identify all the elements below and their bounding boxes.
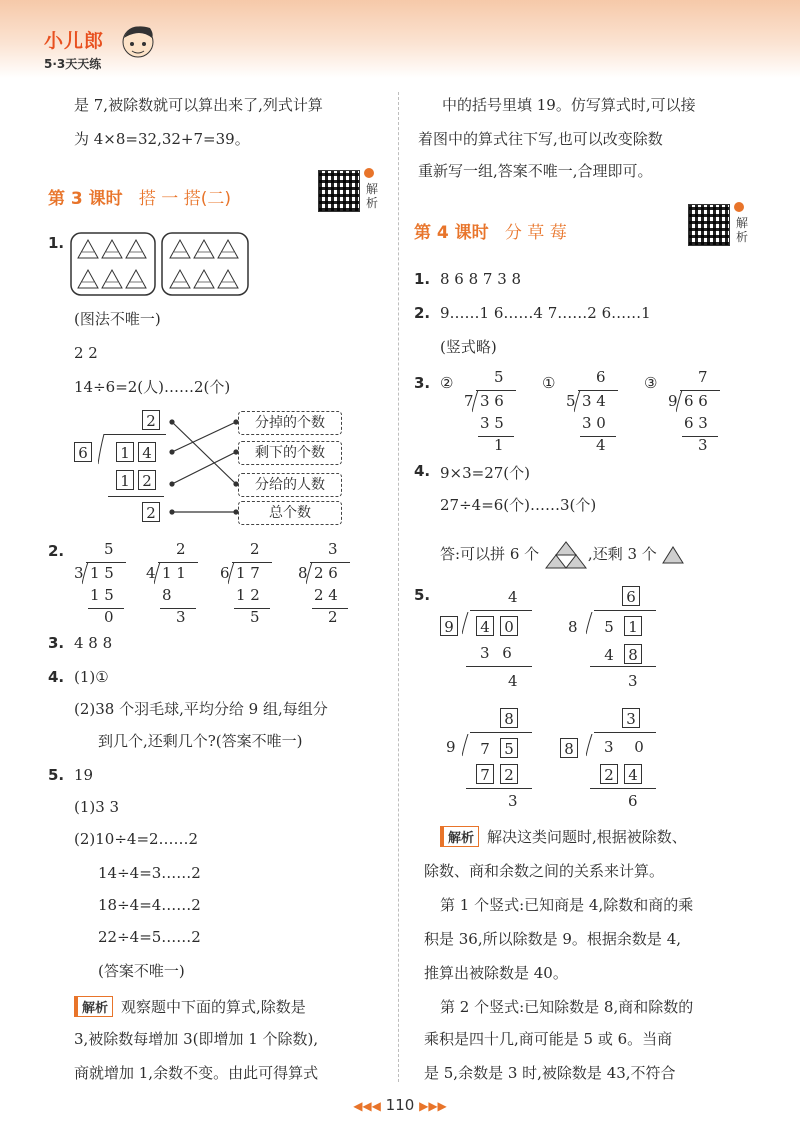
- small-triangle-icon: [662, 546, 684, 564]
- division-bracket: [98, 434, 108, 466]
- q5-part1: (1)3 3: [74, 798, 120, 816]
- division-bracket: [676, 390, 684, 414]
- r-q3-number: 3.: [414, 374, 431, 392]
- lesson-4-heading: [414, 218, 567, 243]
- right-intro-line1: 中的括号里填 19。仿写算式时,可以接: [442, 96, 696, 114]
- division-bracket: [306, 562, 314, 586]
- right-analysis-line7: 乘积是四十几,商可能是 5 或 6。当商: [424, 1030, 673, 1048]
- r-q5-number: 5.: [414, 586, 431, 604]
- q3-number: 3.: [48, 634, 65, 652]
- dividend-boxes: 7 5: [476, 738, 518, 758]
- division-bracket: [462, 612, 470, 636]
- quotient-box: [500, 708, 518, 728]
- remainder: 5: [250, 608, 260, 626]
- division-bracket: [586, 734, 594, 758]
- subtraction-bar: [590, 666, 656, 667]
- divisor: 3: [74, 564, 84, 582]
- remainder: 4: [596, 436, 606, 454]
- circled-mark: ①: [542, 374, 556, 392]
- divisor: 9: [446, 738, 456, 756]
- r-q4-answer: 答:可以拼 6 个 ,还剩 3 个: [440, 540, 684, 570]
- remainder: 1: [494, 436, 504, 454]
- division-bracket: [228, 562, 236, 586]
- q1-product-boxes: 1 2: [116, 470, 156, 490]
- division-bar: [476, 390, 516, 391]
- circled-mark: ②: [440, 374, 454, 392]
- dividend: 3 4: [582, 392, 606, 410]
- product: 1 5: [90, 586, 114, 604]
- q2-number: 2.: [48, 542, 65, 560]
- quotient: 7: [698, 368, 708, 386]
- quotient: 5: [494, 368, 504, 386]
- r-q4-line2: 27÷4=6(个)……3(个): [440, 496, 597, 514]
- column-divider: [398, 92, 399, 1082]
- divisor: 4: [146, 564, 156, 582]
- division-bracket: [462, 734, 470, 758]
- divisor: 7: [464, 392, 474, 410]
- division-bracket: [574, 390, 582, 414]
- left-arrows-icon: ◀◀◀: [353, 1099, 381, 1113]
- answer-box: 7: [476, 764, 494, 784]
- division-bracket: [586, 612, 594, 636]
- lesson-3-heading: [48, 184, 231, 209]
- division-bar: [470, 732, 532, 733]
- divisor: 8: [298, 564, 308, 582]
- answer-box: 0: [500, 616, 518, 636]
- q1-remainder-box: 2: [142, 502, 160, 522]
- page-number: ◀◀◀ 110 ▶▶▶: [353, 1096, 447, 1114]
- subtraction-bar: [108, 496, 164, 497]
- remainder: 4: [508, 672, 518, 690]
- right-analysis-line8: 是 5,余数是 3 时,被除数是 43,不符合: [424, 1064, 676, 1082]
- divisor-box: [440, 616, 458, 636]
- dividend-boxes: 5 1: [600, 616, 642, 636]
- q4-number: 4.: [48, 668, 65, 686]
- q5-line: (2)10÷4=2……2: [74, 830, 199, 848]
- right-analysis-line4: 积是 36,所以除数是 9。根据余数是 4,: [424, 930, 682, 948]
- brand-logo: [44, 26, 104, 72]
- r-q2-answer: 9……1 6……4 7……2 6……1: [440, 304, 651, 322]
- answer-box: 4: [624, 764, 642, 784]
- r-q1-number: 1.: [414, 270, 431, 288]
- arrow-icon: [734, 202, 744, 212]
- right-intro-line2: 着图中的算式往下写,也可以改变除数: [418, 130, 663, 148]
- subtraction-bar: [466, 788, 532, 789]
- answer-box: 5: [500, 738, 518, 758]
- division-bracket: [154, 562, 162, 586]
- q5-line: 18÷4=4……2: [98, 896, 201, 914]
- division-bar: [594, 732, 656, 733]
- right-intro-line3: 重新写一组,答案不唯一,合理即可。: [418, 162, 653, 180]
- division-bracket: [82, 562, 90, 586]
- r-q2-note: (竖式略): [440, 338, 497, 356]
- product: 6 3: [684, 414, 708, 432]
- q1-equation: 14÷6=2(人)……2(个): [74, 378, 231, 396]
- right-analysis-line2: 除数、商和余数之间的关系来计算。: [424, 862, 665, 880]
- qr-label: [366, 182, 380, 210]
- q5-note: (答案不唯一): [98, 962, 185, 980]
- quotient: 2: [176, 540, 186, 558]
- divisor: 8: [568, 618, 578, 636]
- division-bar: [232, 562, 272, 563]
- q5-number: 5.: [48, 766, 65, 784]
- division-bar: [470, 610, 532, 611]
- dividend: 1 5: [90, 564, 114, 582]
- dividend-boxes: [476, 616, 518, 636]
- answer-box: 8: [560, 738, 578, 758]
- triangle-shape-icon: [544, 540, 588, 570]
- q1-quotient-box: 2: [142, 410, 160, 430]
- quotient-box: [622, 586, 640, 606]
- answer-box: 2: [600, 764, 618, 784]
- subtraction-bar: [466, 666, 532, 667]
- q1-note: (图法不唯一): [74, 310, 161, 328]
- r-q2-number: 2.: [414, 304, 431, 322]
- remainder: 2: [328, 608, 338, 626]
- left-analysis-line1: 解析 观察题中下面的算式,除数是: [74, 996, 306, 1017]
- circled-mark: ③: [644, 374, 658, 392]
- product: 3 5: [480, 414, 504, 432]
- left-intro-line1: 是 7,被除数就可以算出来了,列式计算: [74, 96, 323, 114]
- remainder: 3: [176, 608, 186, 626]
- answer-box: 4: [476, 616, 494, 636]
- division-bar: [104, 434, 166, 435]
- q1-answer: 2 2: [74, 344, 98, 362]
- subtraction-bar: [590, 788, 656, 789]
- quotient: 4: [508, 588, 518, 606]
- arrow-icon: [364, 168, 374, 178]
- divisor: 5: [566, 392, 576, 410]
- quotient: 2: [250, 540, 260, 558]
- analysis-tag: 解析: [440, 826, 479, 847]
- answer-box: 3: [622, 708, 640, 728]
- remainder: 3: [698, 436, 708, 454]
- answer-box: 9: [440, 616, 458, 636]
- q3-answer: 4 8 8: [74, 634, 113, 652]
- q4-line3: 到几个,还剩几个?(答案不唯一): [98, 732, 303, 750]
- q5-line: 22÷4=5……2: [98, 928, 201, 946]
- dividend: 3 6: [480, 392, 504, 410]
- dividend: 2 6: [314, 564, 338, 582]
- divisor: 6: [220, 564, 230, 582]
- q4-line1: (1)①: [74, 668, 109, 686]
- divisor-box: [560, 738, 578, 758]
- product: 2 4: [314, 586, 338, 604]
- dividend: 1 7: [236, 564, 260, 582]
- brand-name: 小儿郎: [44, 30, 105, 52]
- q5-answer: 19: [74, 766, 94, 784]
- remainder: 6: [628, 792, 638, 810]
- answer-box: 1: [624, 616, 642, 636]
- r-q1-answer: 8 6 8 7 3 8: [440, 270, 522, 288]
- answer-box: 8: [624, 644, 642, 664]
- quotient-box: [622, 708, 640, 728]
- answer-box: 6: [622, 586, 640, 606]
- right-analysis-line1: 解析 解决这类问题时,根据被除数、: [440, 826, 687, 847]
- product-boxes: [476, 764, 518, 784]
- right-arrows-icon: ▶▶▶: [419, 1099, 447, 1113]
- qr-code-icon[interactable]: [688, 204, 730, 246]
- quotient: 5: [104, 540, 114, 558]
- product: 3 6: [480, 644, 516, 662]
- dividend: 3 0: [604, 738, 652, 756]
- right-analysis-line5: 推算出被除数是 40。: [424, 964, 568, 982]
- remainder: 0: [104, 608, 114, 626]
- dividend: 1 1: [162, 564, 186, 582]
- lesson-3-number: 第 3 课时: [48, 189, 123, 209]
- division-bar: [158, 562, 198, 563]
- qr-label-char: 解: [366, 182, 379, 196]
- division-bar: [86, 562, 126, 563]
- q1-dividend-boxes: 1 4: [116, 442, 156, 462]
- quotient: 3: [328, 540, 338, 558]
- remainder: 3: [628, 672, 638, 690]
- q1-divisor-box: 6: [74, 442, 92, 462]
- division-bar: [680, 390, 720, 391]
- product: 8: [162, 586, 172, 604]
- qr-label-char: 析: [366, 196, 379, 210]
- zongzi-grouping-diagram: [70, 232, 252, 296]
- division-bar: [594, 610, 656, 611]
- division-bar: [310, 562, 350, 563]
- divisor: 9: [668, 392, 678, 410]
- label-total-count: 总个数: [238, 501, 342, 525]
- r-q4-line1: 9×3=27(个): [440, 464, 531, 482]
- qr-code-icon[interactable]: [318, 170, 360, 212]
- label-remaining-count: 剩下的个数: [238, 441, 342, 465]
- remainder: 3: [508, 792, 518, 810]
- right-analysis-line6: 第 2 个竖式:已知除数是 8,商和除数的: [440, 998, 694, 1016]
- mascot-icon: [118, 20, 158, 64]
- lesson-3-title: 搭 一 搭(二): [138, 189, 231, 209]
- q5-line: 14÷4=3……2: [98, 864, 201, 882]
- qr-label-char: 解: [736, 216, 749, 230]
- product-boxes: 4 8: [600, 644, 642, 664]
- answer-box: 8: [500, 708, 518, 728]
- label-people-count: 分给的人数: [238, 473, 342, 497]
- quotient: 6: [596, 368, 606, 386]
- matching-lines: [164, 412, 244, 522]
- analysis-tag: 解析: [74, 996, 113, 1017]
- left-analysis-line2: 3,被除数每增加 3(即增加 1 个除数),: [74, 1030, 319, 1048]
- right-analysis-line3: 第 1 个竖式:已知商是 4,除数和商的乘: [440, 896, 694, 914]
- q1-number: 1.: [48, 234, 65, 252]
- qr-label: [736, 216, 750, 244]
- left-analysis-line3: 商就增加 1,余数不变。由此可得算式: [74, 1064, 319, 1082]
- qr-label-char: 析: [736, 230, 749, 244]
- division-bracket: [472, 390, 480, 414]
- label-divided-count: 分掉的个数: [238, 411, 342, 435]
- left-intro-line2: 为 4×8=32,32+7=39。: [74, 130, 250, 148]
- lesson-4-title: 分 草 莓: [504, 223, 567, 243]
- r-q4-number: 4.: [414, 462, 431, 480]
- product: 3 0: [582, 414, 606, 432]
- lesson-4-number: 第 4 课时: [414, 223, 489, 243]
- dividend: 6 6: [684, 392, 708, 410]
- product: 1 2: [236, 586, 260, 604]
- answer-box: 2: [500, 764, 518, 784]
- series-name: 5·3天天练: [44, 57, 102, 71]
- product-boxes: [600, 764, 642, 784]
- q4-line2: (2)38 个羽毛球,平均分给 9 组,每组分: [74, 700, 328, 718]
- division-bar: [578, 390, 618, 391]
